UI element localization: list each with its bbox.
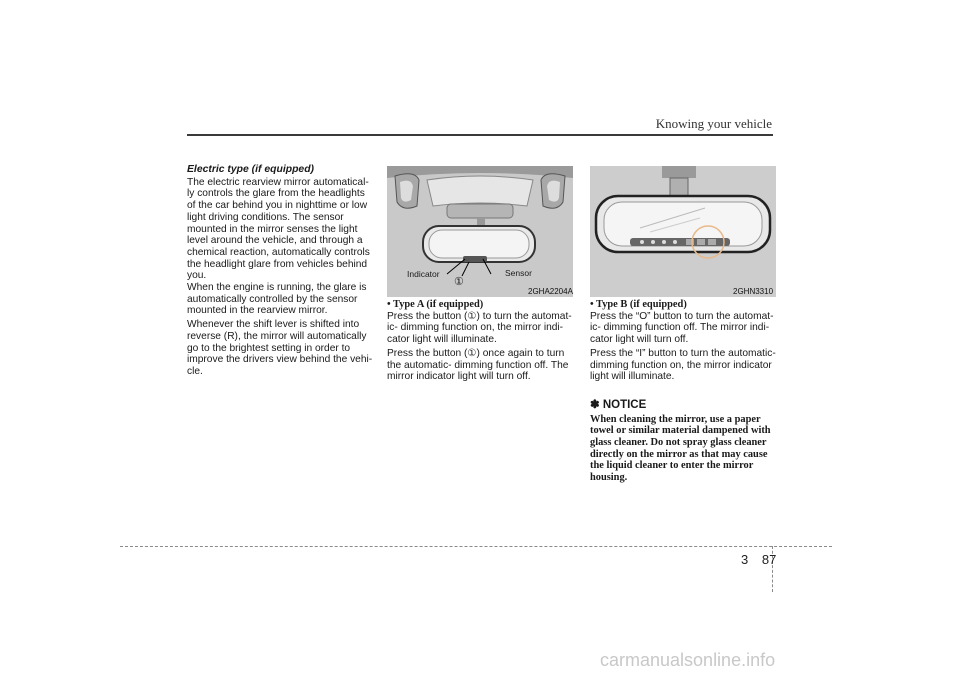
page-number-value: 87 (761, 552, 777, 567)
electric-type-paragraph-1: The electric rearview mirror automatical- ly controls the glare from the headlights of the car behind you in nighttime or low light driving conditions. The sensor mounted in the mirror senses the light level around the vehicle, and through a chemical reaction, automatically controls the headlight glare from vehicles behind you. (187, 176, 370, 282)
column-type-b (590, 299, 776, 484)
figure-type-a-mirror (387, 166, 573, 297)
type-b-paragraph-1: Press the “O” button to turn the automat- ic- dimming function off. The mirror indi- cator light will turn off. (590, 310, 774, 346)
chapter-number: 3 (741, 552, 749, 567)
figure-type-b-mirror (590, 166, 776, 297)
notice-body: When cleaning the mirror, use a paper towel or similar material dampened with glass cleaner. Do not spray glass cleaner directly on the mirror as that may cause the liquid cleaner to enter the mirror housing. (590, 413, 771, 484)
figure-code: 2GHA2204A (528, 287, 573, 296)
type-b-paragraph-2: Press the “I” button to turn the automatic- dimming function on, the mirror indicator light will illuminate. (590, 347, 776, 383)
page-number (741, 552, 776, 567)
column-type-a (387, 299, 573, 383)
notice-heading: ✽ NOTICE (590, 398, 647, 411)
column-electric-type (187, 164, 373, 378)
electric-type-heading: Electric type (if equipped) (187, 164, 315, 175)
type-a-heading: • Type A (if equipped) (387, 299, 484, 310)
type-b-heading: • Type B (if equipped) (590, 299, 687, 310)
section-title: Knowing your vehicle (655, 116, 772, 131)
header-rule (187, 134, 773, 136)
footer-divider (120, 546, 832, 547)
electric-type-paragraph-2: When the engine is running, the glare is automatically controlled by the sensor mounted in the rearview mirror. (187, 282, 367, 317)
callout-number: ① (454, 276, 464, 288)
electric-type-paragraph-3: Whenever the shift lever is shifted into reverse (R), the mirror will automatically go to the brightest setting in order to improve the drivers view behind the vehi- cle. (187, 319, 373, 377)
watermark: carmanualsonline.info (600, 650, 776, 670)
indicator-label: Indicator (407, 269, 440, 279)
sensor-label: Sensor (505, 268, 532, 278)
type-a-paragraph-2: Press the button (①) once again to turn the automatic- dimming function off. The mirror indicator light will turn off. (387, 347, 569, 383)
mirror-type-b-illustration (590, 166, 776, 297)
figure-code: 2GHN3310 (733, 287, 774, 296)
type-a-paragraph-1: Press the button (①) to turn the automat- ic- dimming function on, the mirror indi- cator light will illuminate. (387, 310, 572, 346)
